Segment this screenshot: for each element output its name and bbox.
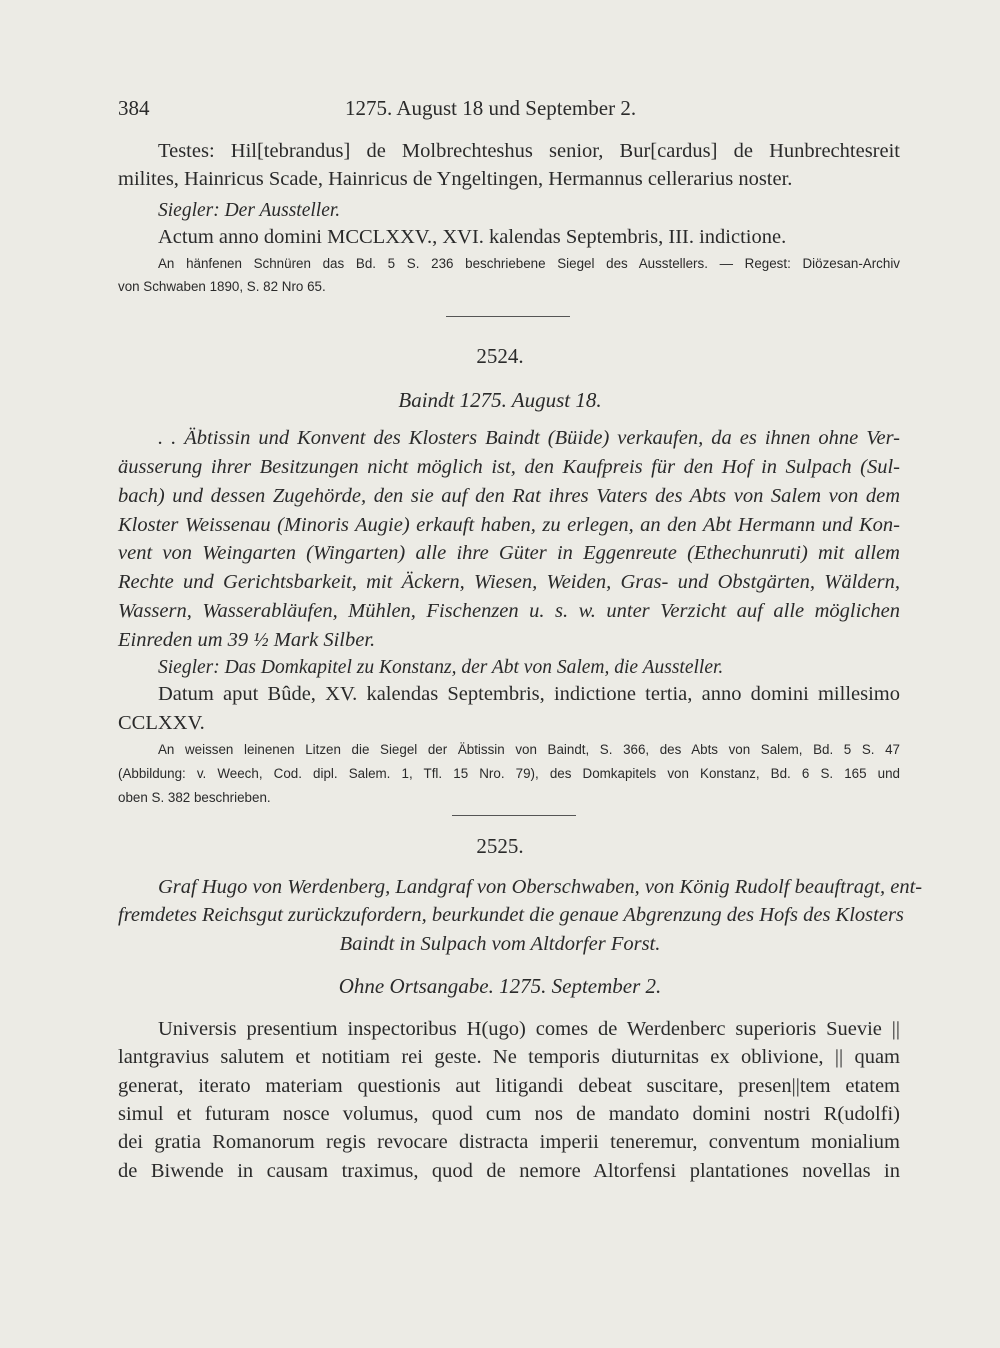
entry-number: 2525. (476, 834, 524, 858)
actum-line: Actum anno domini MCCLXXV., XVI. kalendas Septembris, III. indictione. (158, 226, 787, 248)
summary-line: Baindt in Sulpach vom Altdorfer Forst. (339, 933, 661, 955)
summary-line: fremdetes Reichsgut zurückzufordern, beurkundet die genaue Abgrenzung des Hofs des Klosters (118, 904, 904, 926)
datum-line: CCLXXV. (118, 712, 205, 734)
testes-line: milites, Hainricus Scade, Hainricus de Yngeltingen, Hermannus cellerarius noster. (118, 168, 793, 190)
charter-text-line: dei gratia Romanorum regis revocare distracta imperii teneremur, conventum monialium (118, 1131, 900, 1153)
summary-line: Kloster Weissenau (Minoris Augie) erkauft haben, zu erlegen, an den Abt Hermann und Kon- (118, 514, 900, 536)
charter-text-line: generat, iterato materiam questionis aut litigandi debeat suscitare, presen||tem etatem (118, 1075, 900, 1097)
section-divider (446, 316, 570, 317)
page-number: 384 (118, 96, 150, 120)
summary-line: Graf Hugo von Werdenberg, Landgraf von Oberschwaben, von König Rudolf beauftragt, ent- (158, 876, 923, 898)
siegler-line: Siegler: Der Aussteller. (158, 200, 341, 221)
charter-text-line: de Biwende in causam traximus, quod de nemore Altorfensi plantationes novellas in (118, 1160, 900, 1182)
entry-number: 2524. (476, 344, 524, 368)
datum-line: Datum aput Bûde, XV. kalendas Septembris, indictione tertia, anno domini millesimo (158, 683, 900, 705)
entry-place-date: Baindt 1275. August 18. (398, 388, 602, 412)
summary-line: äusserung ihrer Besitzungen nicht möglich ist, den Kaufpreis für den Hof in Sulpach (Sul- (118, 456, 900, 478)
entry-place-date: Ohne Ortsangabe. 1275. September 2. (338, 974, 662, 998)
footnote-line: An hänfenen Schnüren das Bd. 5 S. 236 beschriebene Siegel des Ausstellers. — Regest: Diözesan-Archiv (158, 256, 900, 271)
footnote-line: An weissen leinenen Litzen die Siegel der Äbtissin von Baindt, S. 366, des Abts von Salem, Bd. 5 S. 47 (158, 742, 900, 757)
section-divider (452, 815, 576, 816)
footnote-line: (Abbildung: v. Weech, Cod. dipl. Salem. 1, Tfl. 15 Nro. 79), des Domkapitels von Konstanz, Bd. 6 S. 165 und (118, 766, 900, 781)
summary-line: vent von Weingarten (Wingarten) alle ihre Güter in Eggenreute (Ethechunruti) mit allem (118, 542, 900, 564)
footnote-line: oben S. 382 beschrieben. (118, 790, 271, 805)
summary-line: Einreden um 39 ½ Mark Silber. (118, 629, 376, 651)
footnote-line: von Schwaben 1890, S. 82 Nro 65. (118, 279, 326, 294)
summary-line: Rechte und Gerichtsbarkeit, mit Äckern, Wiesen, Weiden, Gras- und Obstgärten, Wäldern, (118, 571, 900, 593)
summary-line: bach) und dessen Zugehörde, den sie auf den Rat ihres Vaters des Abts von Salem von dem (118, 485, 900, 507)
running-title: 1275. August 18 und September 2. (345, 96, 637, 120)
siegler-line: Siegler: Das Domkapitel zu Konstanz, der Abt von Salem, die Aussteller. (158, 657, 724, 678)
summary-line: Wassern, Wasserabläufen, Mühlen, Fischenzen u. s. w. unter Verzicht auf alle möglichen (118, 600, 900, 622)
testes-line: Testes: Hil[tebrandus] de Molbrechteshus senior, Bur[cardus] de Hunbrechtesreit (158, 140, 900, 162)
summary-line: . . Äbtissin und Konvent des Klosters Baindt (Büide) verkaufen, da es ihnen ohne Ver- (158, 427, 900, 449)
charter-text-line: simul et futuram nosce volumus, quod cum nos de mandato domini nostri R(udolfi) (118, 1103, 900, 1125)
charter-text-line: Universis presentium inspectoribus H(ugo) comes de Werdenberc superioris Suevie || (158, 1018, 900, 1040)
charter-text-line: lantgravius salutem et notitiam rei geste. Ne temporis diuturnitas ex oblivione, || quam (118, 1046, 900, 1068)
